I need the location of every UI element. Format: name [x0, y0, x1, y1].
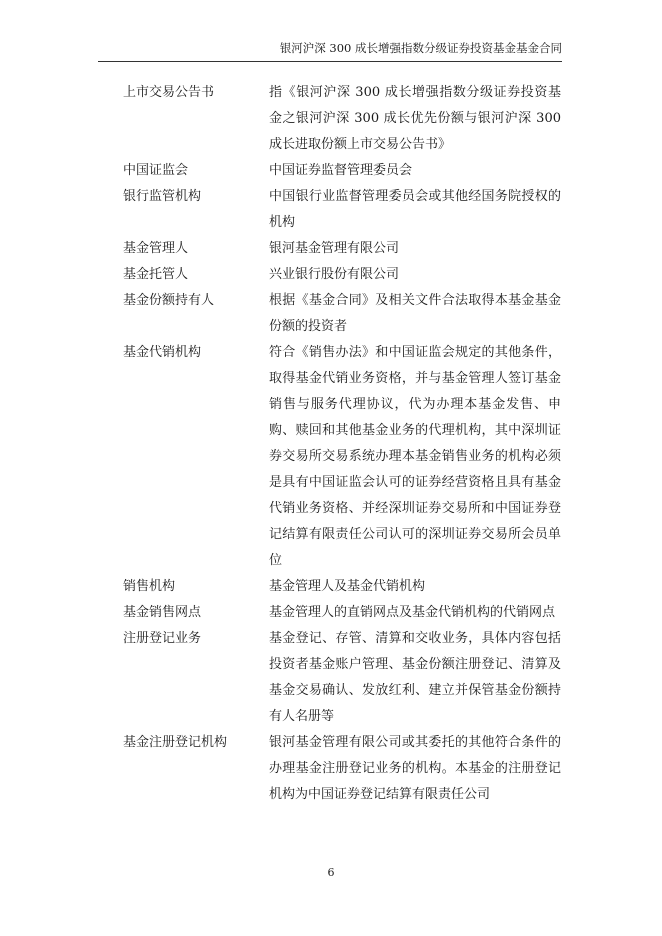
definition-term: 基金管理人 [123, 241, 189, 256]
definition-term: 基金注册登记机构 [123, 735, 228, 750]
definition-description: 基金管理人及基金代销机构 [269, 579, 426, 594]
definition-description: 符合《销售办法》和中国证监会规定的其他条件，取得基金代销业务资格，并与基金管理人签订基金销售与服务代理协议，代为办理本基金发售、申购、赎回和其他基金业务的代理机构，其中深圳证券交易所交易系统办理本基金销售业务的机构必须是具有中国证监会认可的证券经营资格且具有基金代销业务资格、并经深圳证券交易所和中国证券登记结算有限责任公司认可的深圳证券交易所会员单位 [269, 345, 561, 568]
definition-term: 基金托管人 [123, 267, 189, 282]
definition-row [123, 262, 568, 288]
definition-description: 根据《基金合同》及相关文件合法取得本基金基金份额的投资者 [269, 293, 561, 334]
definition-description: 银河基金管理有限公司 [269, 241, 400, 256]
definition-row [123, 574, 568, 600]
definition-description: 基金管理人的直销网点及基金代销机构的代销网点 [269, 605, 556, 620]
definitions-list [123, 80, 568, 808]
definition-description: 兴业银行股份有限公司 [269, 267, 400, 282]
definition-description: 基金登记、存管、清算和交收业务，具体内容包括投资者基金账户管理、基金份额注册登记、清算及基金交易确认、发放红利、建立并保管基金份额持有人名册等 [269, 631, 561, 724]
definition-term: 注册登记业务 [123, 631, 202, 646]
definition-row [123, 288, 568, 340]
page-number: 6 [327, 866, 335, 879]
definition-description: 银河基金管理有限公司或其委托的其他符合条件的办理基金注册登记业务的机构。本基金的注册登记机构为中国证券登记结算有限责任公司 [269, 735, 561, 802]
definition-row [123, 236, 568, 262]
definition-description: 指《银河沪深 300 成长增强指数分级证券投资基金之银河沪深 300 成长优先份额与银河沪深 300 成长进取份额上市交易公告书》 [269, 85, 561, 152]
definition-term: 基金销售网点 [123, 605, 202, 620]
definition-row [123, 340, 568, 574]
definition-row [123, 158, 568, 184]
document-title: 银河沪深 300 成长增强指数分级证券投资基金基金合同 [279, 41, 562, 55]
running-header [98, 40, 562, 62]
definition-term: 中国证监会 [123, 163, 189, 178]
definition-description: 中国证券监督管理委员会 [269, 163, 413, 178]
definition-row [123, 184, 568, 236]
definition-row [123, 626, 568, 730]
definition-term: 银行监管机构 [123, 189, 202, 204]
definition-description: 中国银行业监督管理委员会或其他经国务院授权的机构 [269, 189, 561, 230]
definition-row [123, 600, 568, 626]
definition-row [123, 730, 568, 808]
definition-term: 销售机构 [123, 579, 176, 594]
definition-term: 基金份额持有人 [123, 293, 215, 308]
definition-term: 基金代销机构 [123, 345, 202, 360]
definition-term: 上市交易公告书 [123, 85, 215, 100]
definition-row [123, 80, 568, 158]
